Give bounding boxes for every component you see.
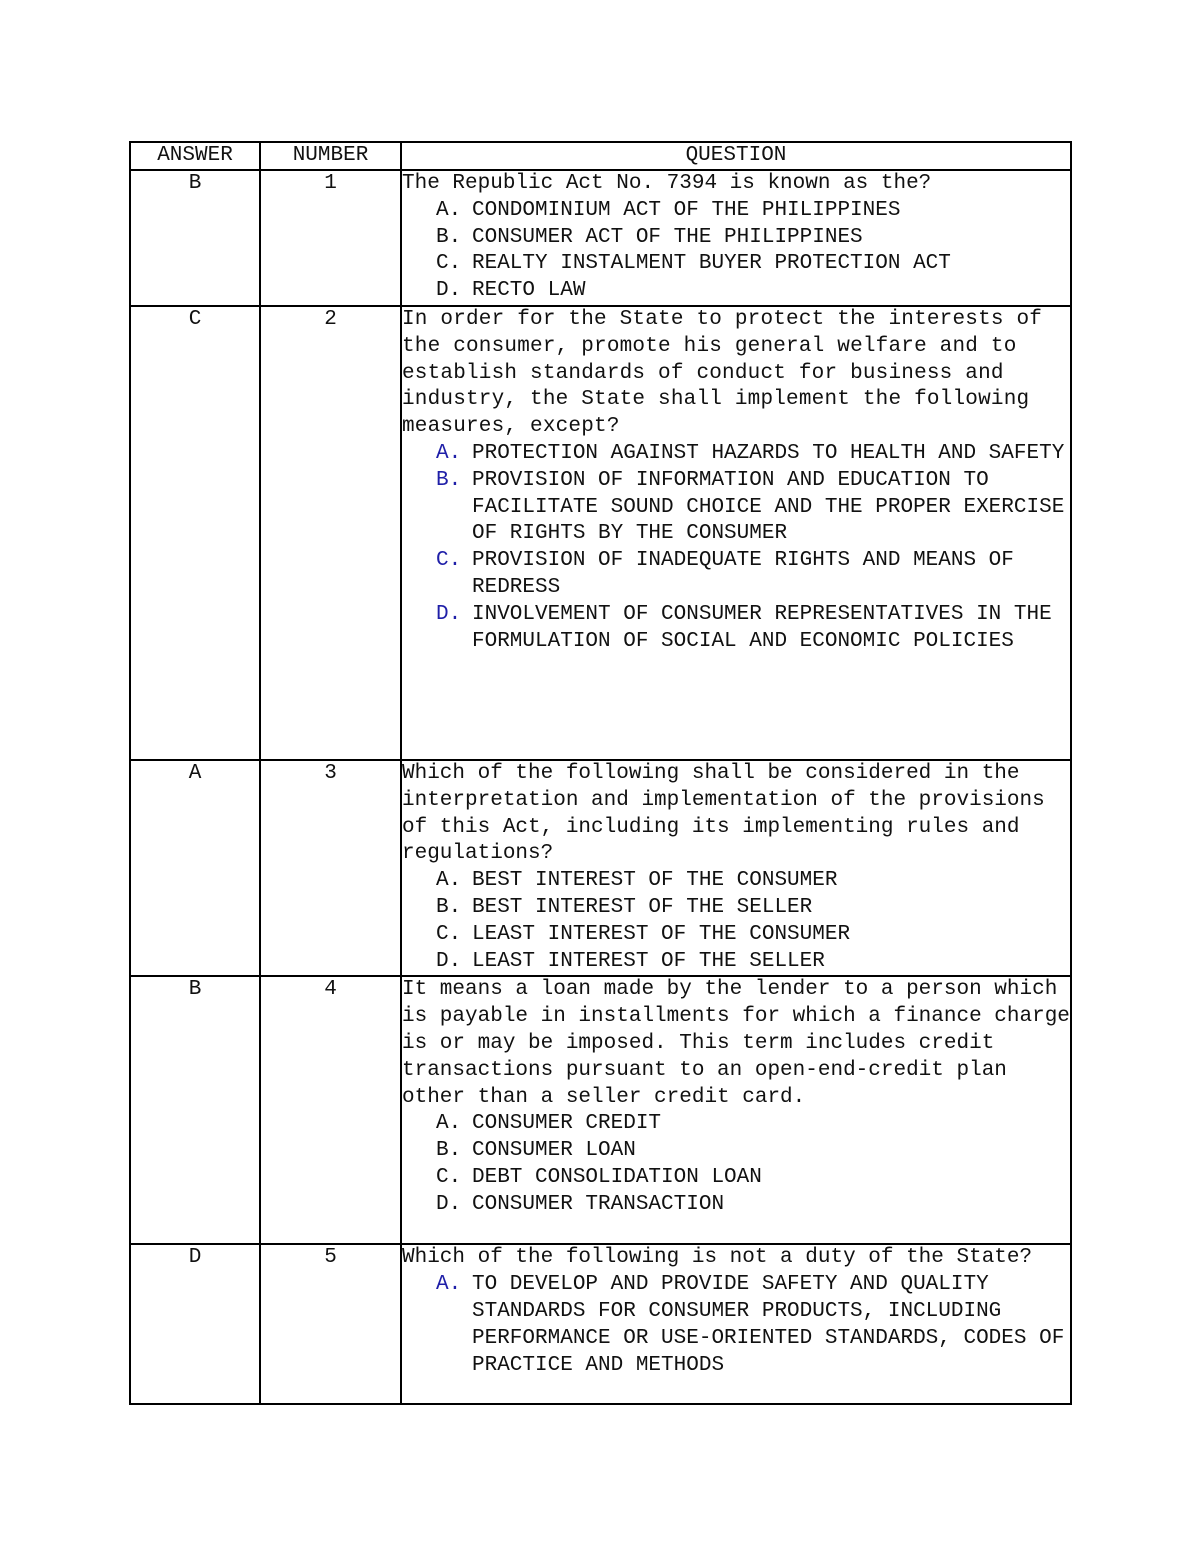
option-a: [402, 198, 1070, 225]
option-text: TO DEVELOP AND PROVIDE SAFETY AND QUALITY STANDARDS FOR CONSUMER PRODUCTS, INCLUDING PERFORMANCE OR USE-ORIENTED STANDARDS, CODES OF PRACTICE AND METHODS: [472, 1273, 1065, 1377]
option-label: B.: [436, 468, 462, 492]
table-row: [130, 306, 1071, 760]
option-text: BEST INTEREST OF THE SELLER: [472, 895, 813, 919]
option-c: [402, 922, 1070, 949]
question-text: Which of the following shall be considered in the interpretation and implementation of the provisions of this Act, including its implementing rules and regulations?: [402, 761, 1045, 866]
table-row: [130, 1244, 1071, 1404]
option-label: B.: [436, 895, 462, 919]
option-text: CONSUMER TRANSACTION: [472, 1192, 725, 1216]
table-row: [130, 760, 1071, 976]
option-d: [402, 602, 1070, 656]
table-row: [130, 976, 1071, 1244]
option-c: [402, 1165, 1070, 1192]
answer-cell: D: [130, 1244, 260, 1404]
option-a: [402, 868, 1070, 895]
answer-cell: C: [130, 306, 260, 760]
option-label: C.: [436, 1165, 462, 1189]
question-text: Which of the following is not a duty of the State?: [402, 1246, 1033, 1270]
option-label: C.: [436, 549, 462, 573]
option-text: CONSUMER CREDIT: [472, 1112, 662, 1136]
question-cell: [401, 976, 1071, 1244]
option-label: A.: [436, 441, 462, 465]
header-answer: ANSWER: [130, 142, 260, 170]
option-text: PROTECTION AGAINST HAZARDS TO HEALTH AND SAFETY: [472, 441, 1065, 465]
option-text: CONDOMINIUM ACT OF THE PHILIPPINES: [472, 198, 901, 222]
option-label: D.: [436, 602, 462, 626]
option-d: [402, 1192, 1070, 1219]
option-label: D.: [436, 279, 462, 303]
option-a: [402, 1111, 1070, 1138]
option-label: D.: [436, 949, 462, 973]
question-cell: [401, 170, 1071, 306]
option-text: DEBT CONSOLIDATION LOAN: [472, 1165, 762, 1189]
option-label: A.: [436, 1112, 462, 1136]
option-c: [402, 251, 1070, 278]
table-row: [130, 170, 1071, 306]
answer-cell: A: [130, 760, 260, 976]
option-a: [402, 441, 1070, 468]
option-text: REALTY INSTALMENT BUYER PROTECTION ACT: [472, 252, 951, 276]
option-a: [402, 1272, 1070, 1379]
option-text: BEST INTEREST OF THE CONSUMER: [472, 869, 838, 893]
question-text: In order for the State to protect the interests of the consumer, promote his general welfare and to establish standards of conduct for business and industry, the State shall implement the following measures, except?: [402, 307, 1043, 439]
option-b: [402, 895, 1070, 922]
question-cell: [401, 1244, 1071, 1404]
option-label: B.: [436, 225, 462, 249]
number-cell: 1: [260, 170, 401, 306]
option-label: C.: [436, 922, 462, 946]
header-question: QUESTION: [401, 142, 1071, 170]
question-text: The Republic Act No. 7394 is known as the?: [402, 172, 932, 195]
question-cell: [401, 306, 1071, 760]
option-text: INVOLVEMENT OF CONSUMER REPRESENTATIVES IN THE FORMULATION OF SOCIAL AND ECONOMIC POLICIES: [472, 602, 1052, 653]
header-row: [130, 142, 1071, 170]
option-text: RECTO LAW: [472, 279, 586, 303]
question-cell: [401, 760, 1071, 976]
number-cell: 3: [260, 760, 401, 976]
option-text: CONSUMER LOAN: [472, 1139, 636, 1163]
option-label: C.: [436, 252, 462, 276]
option-d: [402, 278, 1070, 305]
option-text: PROVISION OF INADEQUATE RIGHTS AND MEANS OF REDRESS: [472, 549, 1014, 599]
option-label: A.: [436, 869, 462, 893]
number-cell: 4: [260, 976, 401, 1244]
question-text: It means a loan made by the lender to a person which is payable in installments for which a finance charge is or may be imposed. This term includes credit transactions pursuant to an open-end-credit plan other than a seller credit card.: [402, 978, 1070, 1109]
header-number: NUMBER: [260, 142, 401, 170]
option-b: [402, 225, 1070, 252]
option-label: B.: [436, 1139, 462, 1163]
quiz-table: [129, 141, 1072, 1405]
option-b: [402, 1138, 1070, 1165]
option-d: [402, 949, 1070, 976]
option-label: A.: [436, 1273, 462, 1297]
option-label: A.: [436, 198, 462, 222]
option-label: D.: [436, 1192, 462, 1216]
number-cell: 2: [260, 306, 401, 760]
option-text: LEAST INTEREST OF THE CONSUMER: [472, 922, 851, 946]
option-c: [402, 548, 1070, 602]
option-b: [402, 468, 1070, 548]
answer-cell: B: [130, 170, 260, 306]
option-text: PROVISION OF INFORMATION AND EDUCATION TO FACILITATE SOUND CHOICE AND THE PROPER EXERCISE OF RIGHTS BY THE CONSUMER: [472, 468, 1065, 546]
option-text: LEAST INTEREST OF THE SELLER: [472, 949, 825, 973]
option-text: CONSUMER ACT OF THE PHILIPPINES: [472, 225, 863, 249]
number-cell: 5: [260, 1244, 401, 1404]
answer-cell: B: [130, 976, 260, 1244]
